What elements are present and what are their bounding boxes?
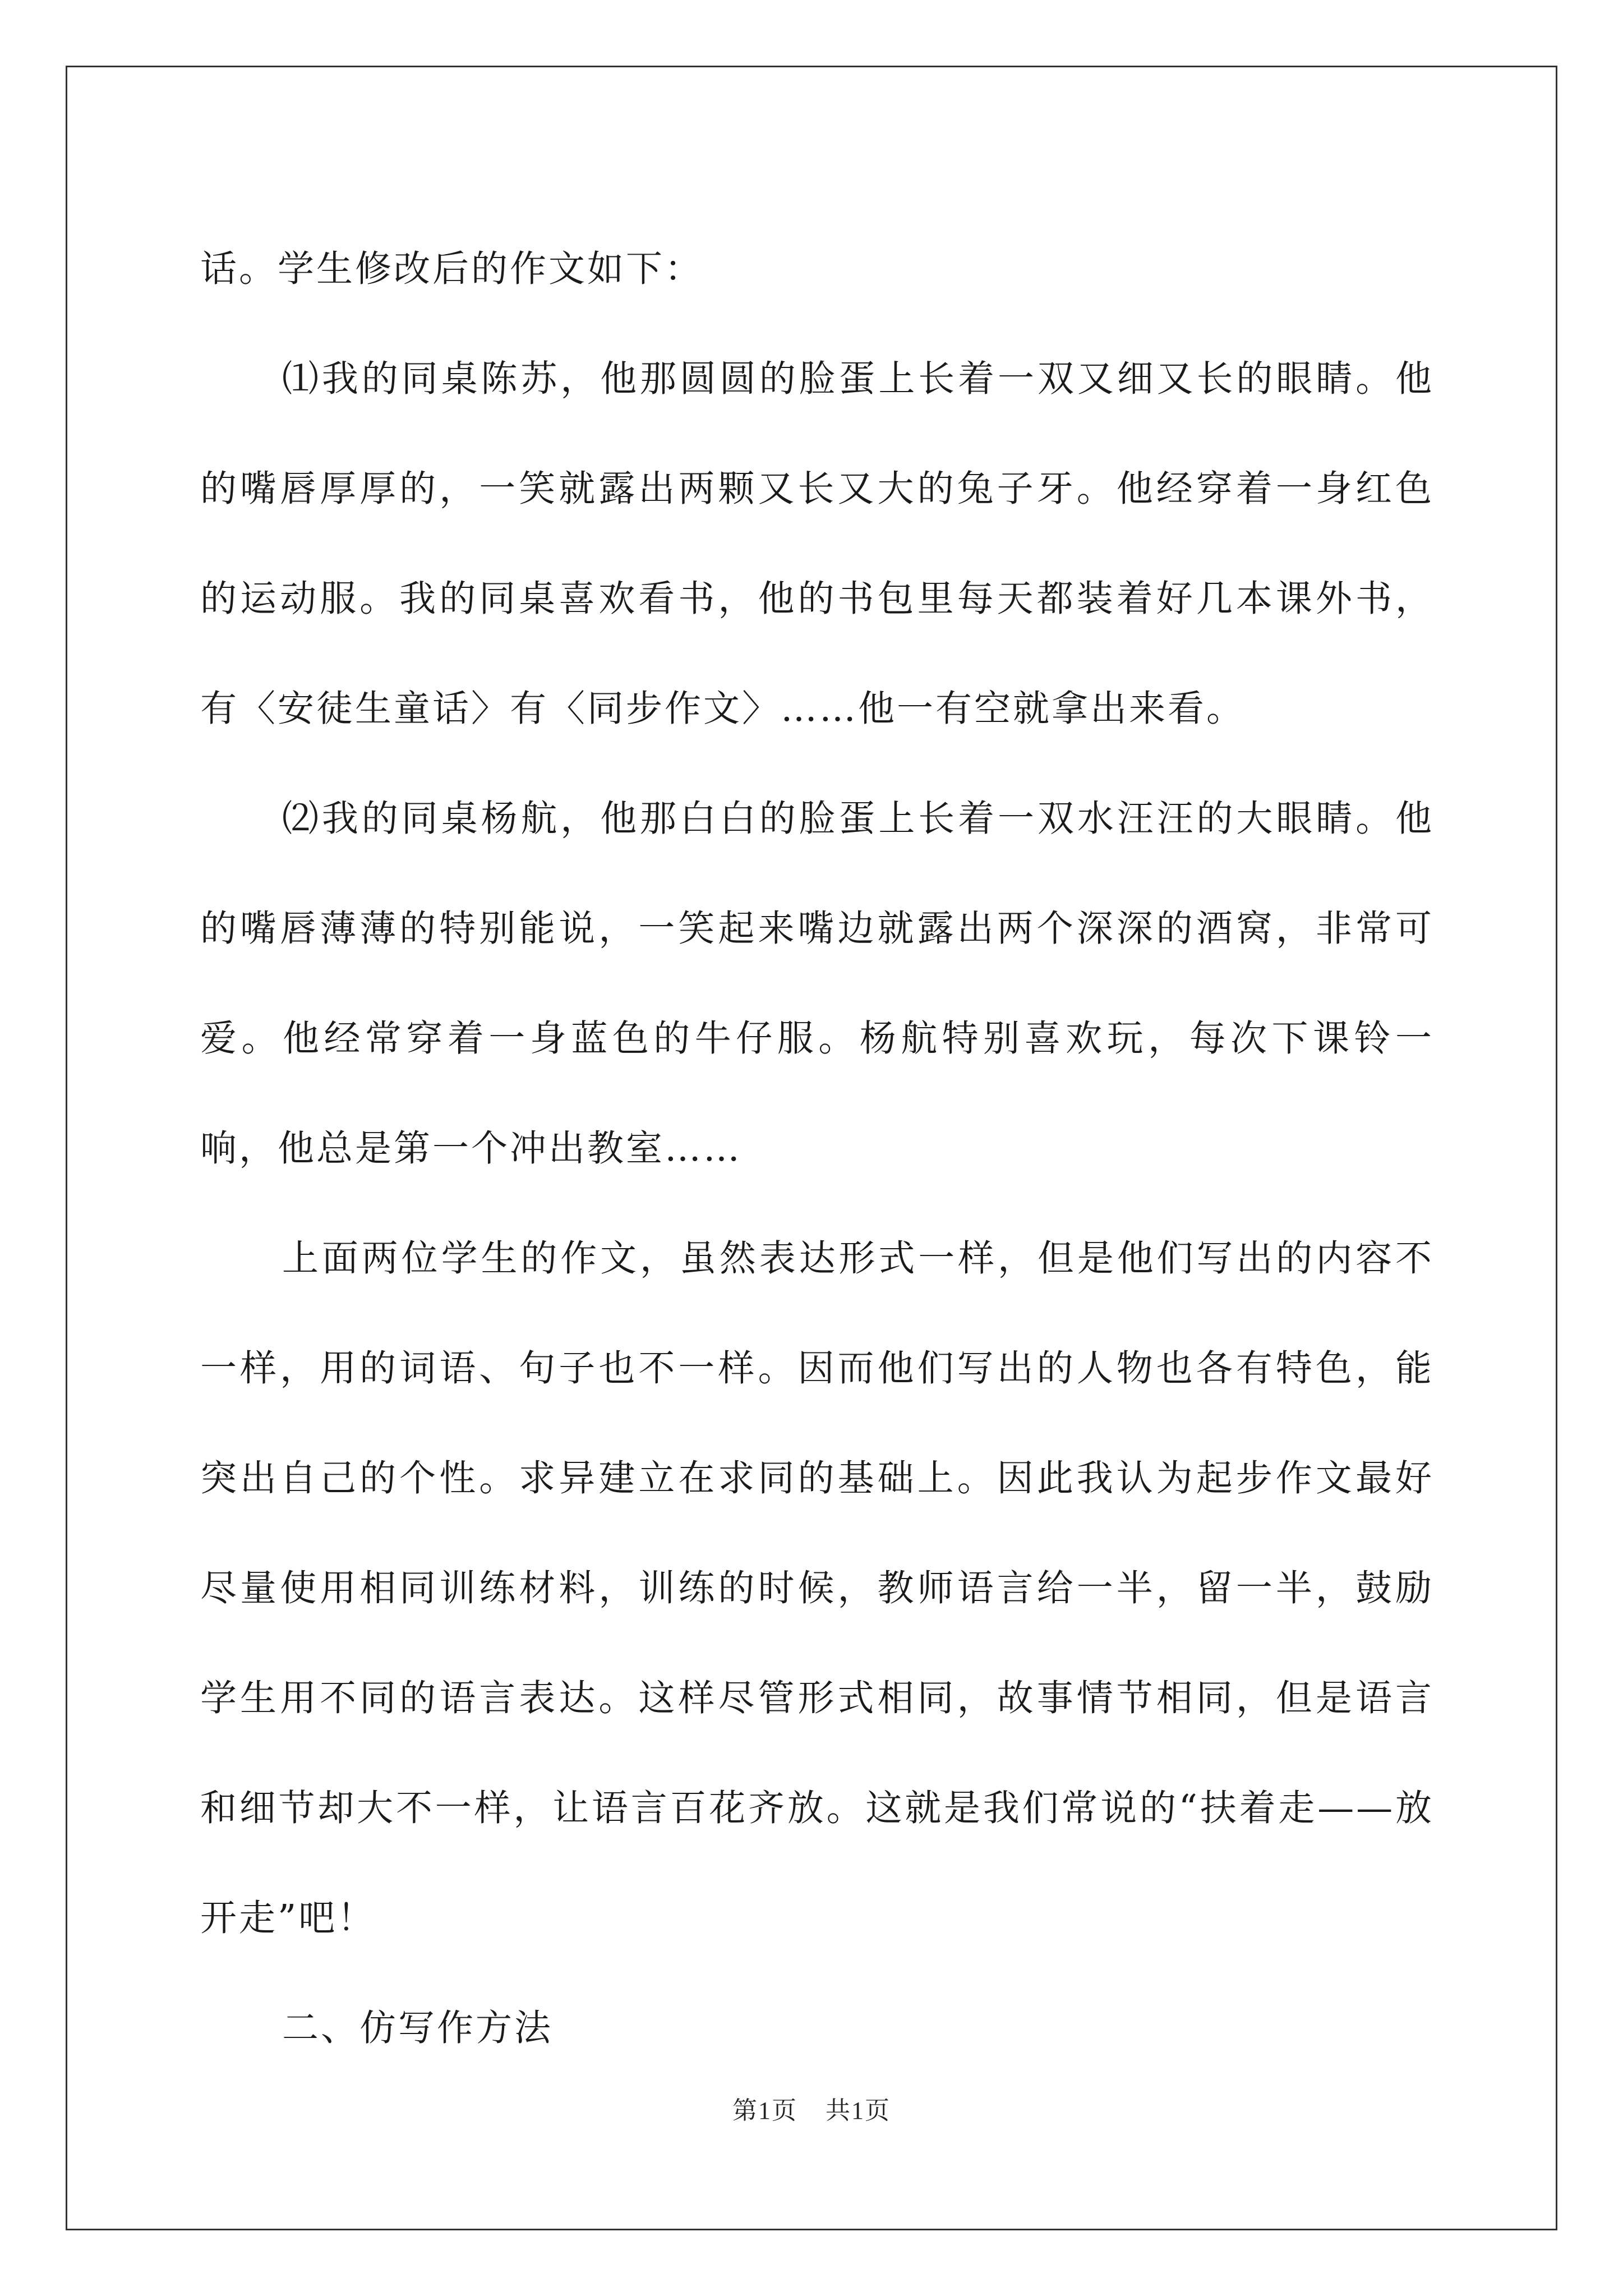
- page-total: 共1页: [826, 2097, 891, 2124]
- section-heading: 二、仿写作方法: [282, 2007, 554, 2049]
- paragraph-continuation: 话。学生修改后的作文如下：: [200, 248, 704, 290]
- paragraph-example-2: ⑵我的同桌杨航，他那白白的脸蛋上长着一双水汪汪的大眼睛。他的嘴唇薄薄的特别能说，一笑起来嘴边就露出两个深深的酒窝，非常可爱。他经常穿着一身蓝色的牛仔服。杨航特别喜欢玩，每次下课铃一响，他总是第一个冲出教室……: [200, 798, 1434, 1170]
- page-number: 第1页: [732, 2097, 797, 2124]
- page-footer: [0, 2090, 1623, 2126]
- paragraph-example-1: ⑴我的同桌陈苏，他那圆圆的脸蛋上长着一双又细又长的眼睛。他的嘴唇厚厚的，一笑就露出两颗又长又大的兔子牙。他经穿着一身红色的运动服。我的同桌喜欢看书，他的书包里每天都装着好几本课外书，有〈安徒生童话〉有〈同步作文〉……他一有空就拿出来看。: [200, 358, 1434, 730]
- document-body: [200, 214, 1434, 2083]
- paragraph-commentary: 上面两位学生的作文，虽然表达形式一样，但是他们写出的内容不一样，用的词语、句子也不一样。因而他们写出的人物也各有特色，能突出自己的个性。求异建立在求同的基础上。因此我认为起步作文最好尽量使用相同训练材料，训练的时候，教师语言给一半，留一半，鼓励学生用不同的语言表达。这样尽管形式相同，故事情节相同，但是语言和细节却大不一样，让语言百花齐放。这就是我们常说的“扶着走——放开走”吧！: [200, 1237, 1434, 1939]
